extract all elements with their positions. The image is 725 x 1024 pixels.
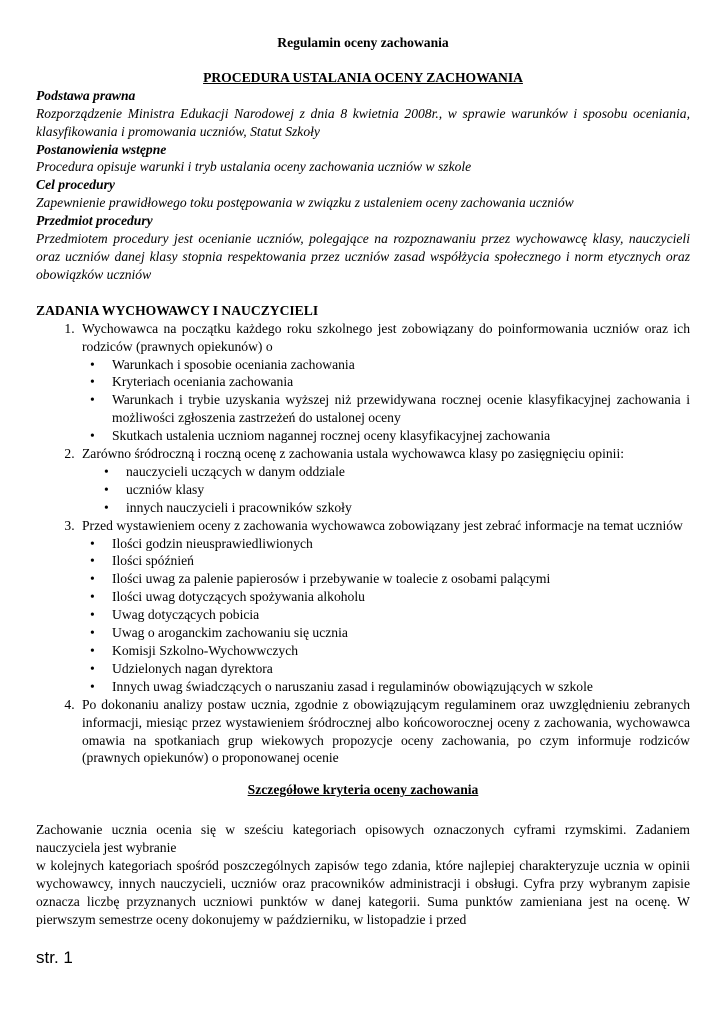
list-item: • uczniów klasy <box>126 481 690 499</box>
list-item: • Uwag dotyczących pobicia <box>112 606 690 624</box>
list-item: • Ilości uwag za palenie papierosów i przebywanie w toalecie z osobami palącymi <box>112 570 690 588</box>
list-item: • Warunkach i trybie uzyskania wyższej niż przewidywana rocznej ocenie klasyfikacyjnej zachowania i możliwości zgłoszenia zastrzeżeń do ustalonej oceny <box>112 391 690 427</box>
document-page <box>36 34 690 929</box>
document-title: Regulamin oceny zachowania <box>277 35 449 50</box>
criteria-heading: Szczegółowe kryteria oceny zachowania <box>247 782 479 798</box>
list-item: • Innych uwag świadczących o naruszaniu zasad i regulaminów obowiązujących w szkole <box>112 678 690 696</box>
list-item: • nauczycieli uczących w danym oddziale <box>126 463 690 481</box>
task-item-1 <box>78 320 690 445</box>
subject-heading: Przedmiot procedury <box>36 213 153 229</box>
criteria-paragraph-2: w kolejnych kategoriach spośród poszczególnych zapisów tego zdania, które najlepiej charakteryzuje ucznia w opinii wychowawcy, innych nauczycieli, uczniów oraz pracowników administracji i obsługi. Cyfra przy wybranym zapisie oznacza liczbę przyznanych uczniowi punktów w danej kategorii. Suma punktów zamieniana jest na ocenę. W pierwszym semestrze oceny dokonujemy w październiku, w listopadzie i przed <box>36 858 690 927</box>
page-number: str. 1 <box>36 948 73 967</box>
list-item: • Komisji Szkolno-Wychowwczych <box>112 642 690 660</box>
list-item: • Kryteriach oceniania zachowania <box>112 373 690 391</box>
basis-text: Rozporządzenie Ministra Edukacji Narodowej z dnia 8 kwietnia 2008r., w sprawie warunków i sposobu oceniania, klasyfikowania i promowania uczniów, Statut Szkoły <box>36 105 690 139</box>
procedure-title: PROCEDURA USTALANIA OCENY ZACHOWANIA <box>203 69 523 85</box>
list-item: • Warunkach i sposobie oceniania zachowania <box>112 356 690 374</box>
list-item: • Ilości spóźnień <box>112 552 690 570</box>
task-item-4 <box>78 696 690 768</box>
list-item: • Ilości uwag dotyczących spożywania alkoholu <box>112 588 690 606</box>
task-item-2 <box>78 445 690 517</box>
task-item-4-text: Po dokonaniu analizy postaw ucznia, zgodnie z obowiązującym regulaminem oraz uwzględnieniu zebranych informacji, miesiąc przez wystawieniem śródrocznej albo końcoworocznej oceny z zachowania, wychowawca omawia na spotkaniach grup wiekowych propozycje oceny zachowania, po czym informuje rodziców (prawnych opiekunów) o proponowanej ocenie <box>82 696 690 766</box>
task-item-3 <box>78 517 690 696</box>
criteria-paragraph-1: Zachowanie ucznia ocenia się w sześciu kategoriach opisowych oznaczonych cyframi rzymskimi. Zadaniem nauczyciela jest wybranie <box>36 822 690 856</box>
goal-heading: Cel procedury <box>36 177 115 193</box>
tasks-heading: ZADANIA WYCHOWAWCY I NAUCZYCIELI <box>36 302 319 318</box>
list-item: • Skutkach ustalenia uczniom nagannej rocznej oceny klasyfikacyjnej zachowania <box>112 427 690 445</box>
task-item-1-text: Wychowawca na początku każdego roku szkolnego jest zobowiązany do poinformowania uczniów oraz ich rodziców (prawnych opiekunów) o <box>82 320 690 354</box>
initial-text: Procedura opisuje warunki i tryb ustalania oceny zachowania uczniów w szkole <box>36 159 472 175</box>
list-item: • innych nauczycieli i pracowników szkoły <box>126 499 690 517</box>
list-item: • Udzielonych nagan dyrektora <box>112 660 690 678</box>
subject-text: Przedmiotem procedury jest ocenianie uczniów, polegające na rozpoznawaniu przez wychowawcę klasy, nauczycieli oraz uczniów danej klasy stopnia respektowania przez uczniów zasad współżycia społecznego i norm etycznych oraz obowiązków uczniów <box>36 231 690 282</box>
task-item-2-text: Zarówno śródroczną i roczną ocenę z zachowania ustala wychowawca klasy po zasięgnięciu opinii: <box>82 446 625 462</box>
basis-heading: Podstawa prawna <box>36 87 136 103</box>
task-item-3-text: Przed wystawieniem oceny z zachowania wychowawca zobowiązany jest zebrać informacje na temat uczniów <box>82 517 683 533</box>
task-item-3-bullets <box>82 535 690 696</box>
task-item-2-bullets <box>82 463 690 517</box>
initial-heading: Postanowienia wstępne <box>36 141 167 157</box>
tasks-list <box>36 320 690 768</box>
list-item: • Ilości godzin nieusprawiedliwionych <box>112 535 690 553</box>
list-item: • Uwag o aroganckim zachowaniu się ucznia <box>112 624 690 642</box>
task-item-1-bullets <box>82 356 690 446</box>
goal-text: Zapewnienie prawidłowego toku postępowania w związku z ustaleniem oceny zachowania uczniów <box>36 195 574 211</box>
